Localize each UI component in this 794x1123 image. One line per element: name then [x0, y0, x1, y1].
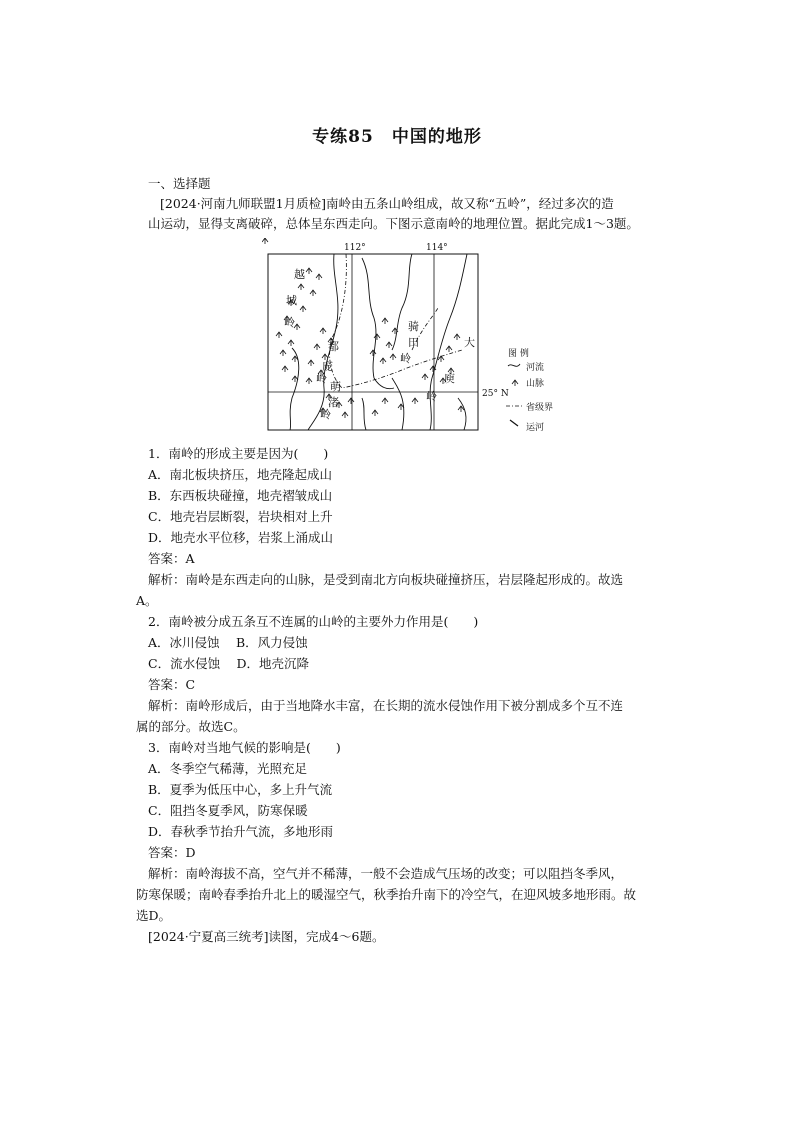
legend-canal: 运河 [526, 423, 545, 433]
q2-explanation-2: 属的部分。故选C。 [136, 719, 246, 734]
label-qi: 骑 [408, 320, 419, 333]
q3-explanation-1: 解析：南岭海拔不高，空气并不稀薄，一般不会造成气压场的改变；可以阻挡冬季风， [148, 866, 624, 881]
intro-line-1: [2024·河南九师联盟1月质检]南岭由五条山岭组成，故又称“五岭”，经过多次的造 [160, 196, 614, 211]
q2-options-ab: A．冰川侵蚀 B．风力侵蚀 [148, 635, 308, 650]
label-ling-5: 岭 [426, 390, 437, 403]
mountain-symbols [262, 238, 268, 244]
q1-option-c: C．地壳岩层断裂，岩块相对上升 [148, 509, 333, 524]
provincial-borders [330, 254, 462, 388]
label-da: 大 [464, 336, 475, 349]
q3-stem: 3．南岭对当地气候的影响是( ) [148, 740, 341, 755]
label-zhu: 渚 [328, 396, 339, 409]
q3-option-b: B．夏季为低压中心，多上升气流 [148, 782, 333, 797]
label-ling-4: 岭 [400, 352, 411, 365]
lon-label-112: 112° [344, 243, 366, 253]
q3-option-a: A．冬季空气稀薄，光照充足 [148, 761, 308, 776]
lon-label-114: 114° [426, 243, 448, 253]
label-cheng: 城 [286, 294, 297, 307]
section-heading: 一、选择题 [148, 176, 211, 191]
q1-option-d: D．地壳水平位移，岩浆上涌成山 [148, 530, 334, 545]
label-yu: 庾 [444, 372, 455, 385]
q1-explanation-1: 解析：南岭是东西走向的山脉，是受到南北方向板块碰撞挤压，岩层隆起形成的。故选 [148, 572, 624, 587]
intro-2: [2024·宁夏高三统考]读图，完成4～6题。 [148, 929, 385, 944]
q3-explanation-2: 防寒保暖；南岭春季抬升北上的暖湿空气，秋季抬升南下的冷空气，在迎风坡多地形雨。故 [136, 887, 637, 902]
page-title: 专练85 中国的地形 [312, 127, 482, 147]
q1-option-b: B．东西板块碰撞，地壳褶皱成山 [148, 488, 333, 503]
q2-explanation-1: 解析：南岭形成后，由于当地降水丰富，在长期的流水侵蚀作用下被分割成多个互不连 [148, 698, 624, 713]
label-ling-3: 岭 [320, 408, 331, 421]
q1-answer: 答案：A [148, 551, 195, 566]
q1-explanation-2: A。 [136, 593, 158, 608]
label-du: 都 [328, 340, 339, 353]
nanling-map-figure [262, 238, 622, 438]
label-ling-2: 岭 [316, 372, 327, 385]
label-tian: 田 [408, 336, 419, 349]
legend-title: 图 例 [508, 349, 529, 359]
label-ling-1: 岭 [284, 316, 295, 329]
label-pang: 庞 [322, 360, 333, 373]
legend-border: 省级界 [526, 403, 554, 413]
legend-river: 河流 [526, 363, 545, 373]
legend-mountain-symbol [512, 380, 518, 386]
legend-canal-symbol [510, 420, 518, 426]
intro-line-2: 山运动，显得支离破碎，总体呈东西走向。下图示意南岭的地理位置。据此完成1～3题。 [148, 216, 639, 231]
q3-answer: 答案：D [148, 845, 196, 860]
q1-stem: 1．南岭的形成主要是因为( ) [148, 446, 329, 461]
nanling-map [262, 238, 622, 438]
q2-stem: 2．南岭被分成五条互不连属的山岭的主要外力作用是( ) [148, 614, 479, 629]
label-yue: 越 [294, 268, 305, 281]
label-meng: 萌 [330, 380, 341, 393]
q3-explanation-3: 选D。 [136, 908, 172, 923]
q2-answer: 答案：C [148, 677, 196, 692]
rivers [290, 254, 467, 430]
q3-option-d: D．春秋季节抬升气流，多地形雨 [148, 824, 334, 839]
lat-label-25n: 25° N [482, 389, 509, 399]
q3-option-c: C．阻挡冬夏季风，防寒保暖 [148, 803, 308, 818]
map-legend [506, 347, 553, 433]
q2-options-cd: C．流水侵蚀 D．地壳沉降 [148, 656, 310, 671]
q1-option-a: A．南北板块挤压，地壳隆起成山 [148, 467, 333, 482]
legend-mountain: 山脉 [526, 379, 545, 389]
legend-river-symbol [508, 364, 520, 366]
